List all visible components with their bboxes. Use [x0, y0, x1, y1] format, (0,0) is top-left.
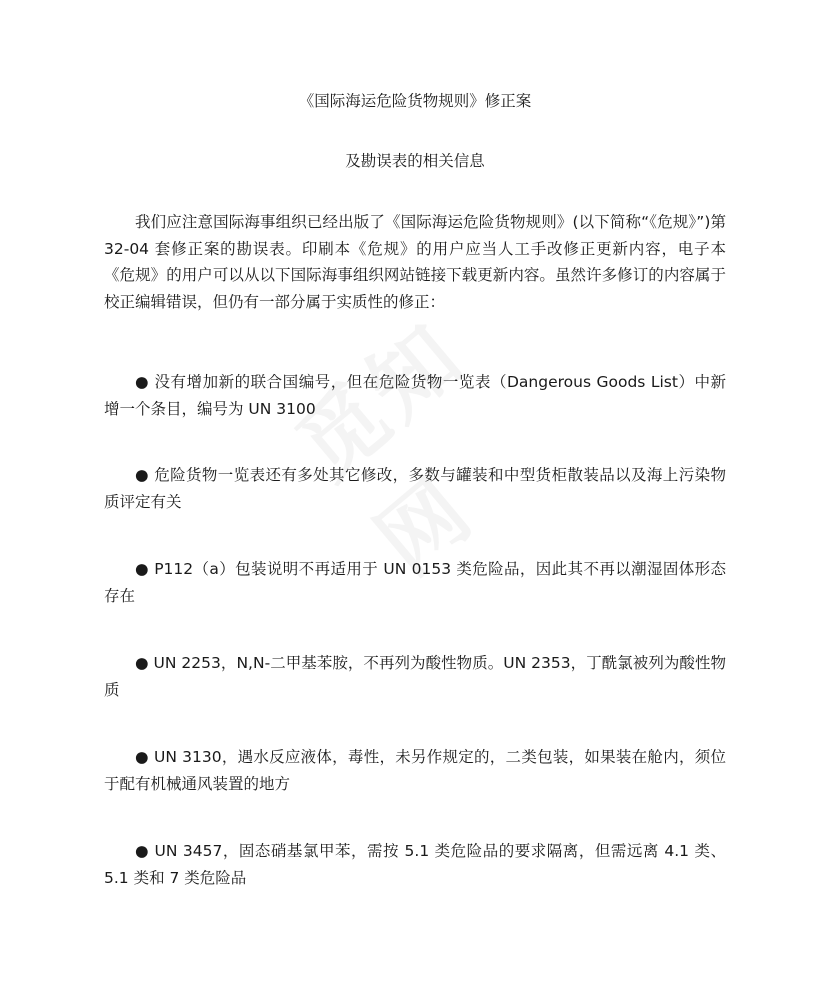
document-title: 《国际海运危险货物规则》修正案: [298, 92, 532, 110]
bullet-item-5: ● UN 3130，遇水反应液体，毒性，未另作规定的，二类包装，如果装在舱内，须位于配有机械通风装置的地方: [104, 748, 726, 793]
bullet-item-2: ● 危险货物一览表还有多处其它修改，多数与罐装和中型货柜散装品以及海上污染物质评定有关: [104, 466, 726, 511]
bullet-item-3: ● P112（a）包装说明不再适用于 UN 0153 类危险品，因此其不再以潮湿固体形态存在: [104, 560, 726, 605]
intro-paragraph: 我们应注意国际海事组织已经出版了《国际海运危险货物规则》(以下简称“《危规》”)第 32-04 套修正案的勘误表。印刷本《危规》的用户应当人工手改修正更新内容，电子本《危规》的用户可以从以下国际海事组织网站链接下载更新内容。虽然许多修订的内容属于校正编辑错误，但仍有一部分属于实质性的修正：: [104, 213, 726, 312]
bullet-item-4: ● UN 2253，N,N-二甲基苯胺，不再列为酸性物质。UN 2353，丁酰氯被列为酸性物质: [104, 654, 726, 699]
bullet-item-6: ● UN 3457，固态硝基氯甲苯，需按 5.1 类危险品的要求隔离，但需远离 4.1 类、5.1 类和 7 类危险品: [104, 842, 726, 887]
document-subtitle: 及勘误表的相关信息: [345, 152, 485, 170]
bullet-item-1: ● 没有增加新的联合国编号，但在危险货物一览表（Dangerous Goods List）中新增一个条目，编号为 UN 3100: [104, 373, 726, 418]
